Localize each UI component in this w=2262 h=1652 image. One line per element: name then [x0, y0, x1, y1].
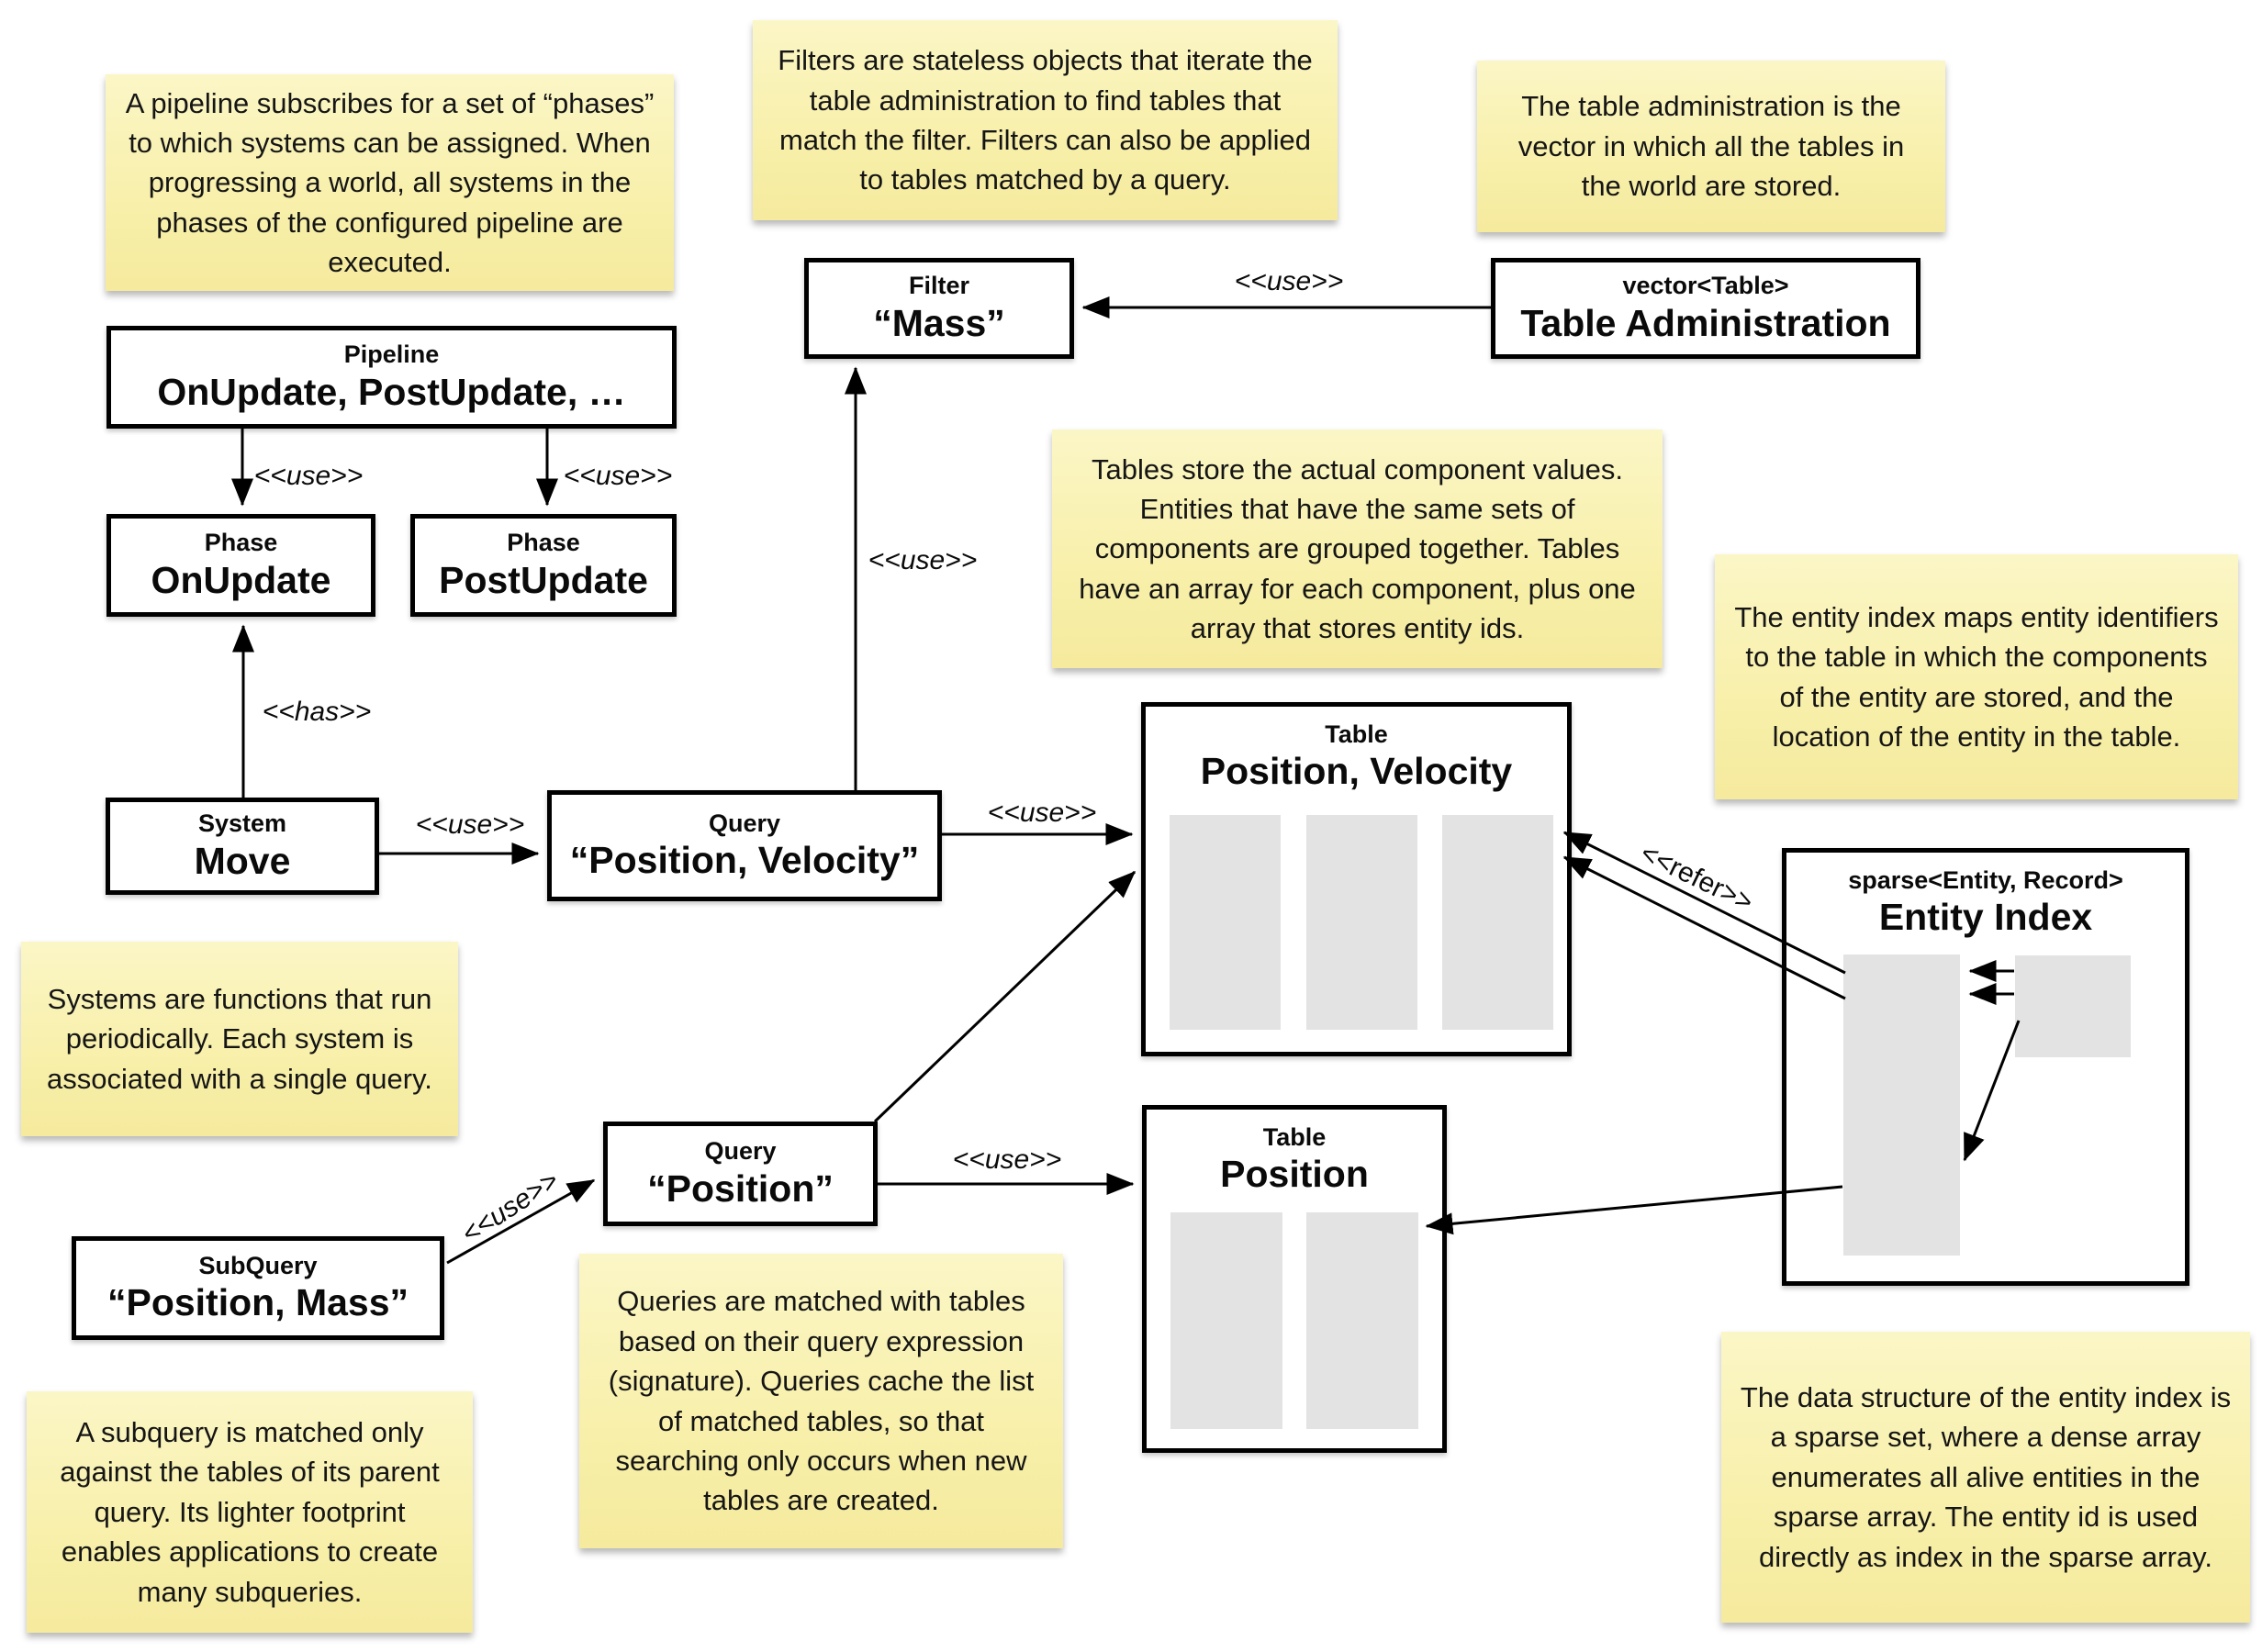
note-entity-index: The entity index maps entity identifiers to the table in which the components of the entity are stored, and the location of the entity in the table.	[1715, 554, 2238, 799]
edge-label-use: <<use>>	[868, 545, 978, 575]
box-system-move-stereotype: System	[197, 809, 287, 838]
note-table-administration: The table administration is the vector in which all the tables in the world are stored.	[1477, 61, 1945, 232]
box-query-position-name: “Position”	[647, 1166, 834, 1210]
edge-label-use: <<use>>	[987, 798, 1097, 828]
note-tables: Tables store the actual component values. Entities that have the same sets of components are grouped together. Tables have an array for each component, plus one array that stores entity ids.	[1052, 430, 1663, 668]
box-phase-postupdate-stereotype: Phase	[507, 529, 580, 557]
box-table-position	[1142, 1105, 1447, 1453]
edge-label-use: <<use>>	[952, 1144, 1062, 1175]
box-entity-index-name: Entity Index	[1878, 896, 2093, 939]
edge-label-has: <<has>>	[262, 697, 372, 727]
box-table-administration-name: Table Administration	[1520, 301, 1891, 344]
box-phase-postupdate-name: PostUpdate	[439, 558, 648, 601]
box-table-position-stereotype: Table	[1262, 1123, 1327, 1151]
box-pipeline	[106, 326, 677, 429]
component-array	[1442, 815, 1553, 1030]
component-array	[1306, 1212, 1418, 1429]
box-query-position-velocity	[547, 790, 942, 901]
box-subquery-position-mass	[72, 1236, 444, 1340]
box-entity-index	[1782, 848, 2189, 1286]
box-query-position	[603, 1122, 878, 1226]
box-phase-postupdate	[410, 514, 677, 617]
note-sparse-set: The data structure of the entity index is a sparse set, where a dense array enumerates all alive entities in the sparse array. The entity id is used directly as index in the sparse array.	[1721, 1332, 2250, 1623]
box-query-position-velocity-name: “Position, Velocity”	[569, 839, 920, 882]
component-array	[1170, 815, 1281, 1030]
box-query-position-velocity-stereotype: Query	[708, 809, 781, 837]
box-table-position-name: Position	[1220, 1153, 1369, 1196]
edge-label-use: <<use>>	[253, 461, 364, 491]
box-phase-onupdate-stereotype: Phase	[204, 529, 278, 557]
box-system-move-name: Move	[194, 839, 291, 882]
box-table-position-velocity	[1141, 702, 1572, 1056]
box-system-move	[106, 798, 379, 895]
box-filter-mass-stereotype: Filter	[908, 272, 969, 300]
note-systems: Systems are functions that run periodically. Each system is associated with a single query.	[21, 942, 458, 1136]
box-filter-mass-name: “Mass”	[873, 301, 1005, 344]
edge-label-use: <<use>>	[1234, 266, 1344, 296]
edge-label-use: <<use>>	[563, 461, 673, 491]
note-subquery: A subquery is matched only against the tables of its parent query. Its lighter footprint enables applications to create many subqueries.	[27, 1391, 473, 1633]
box-table-position-velocity-name: Position, Velocity	[1200, 750, 1513, 793]
note-filters: Filters are stateless objects that iterate the table administration to find tables that match the filter. Filters can also be applied to tables matched by a query.	[753, 20, 1338, 220]
edge-label-use: <<use>>	[456, 1165, 565, 1250]
box-filter-mass	[804, 258, 1074, 359]
box-phase-onupdate	[106, 514, 375, 617]
box-table-administration-stereotype: vector<Table>	[1622, 272, 1789, 300]
box-subquery-position-mass-name: “Position, Mass”	[106, 1281, 409, 1324]
edge-label-refer: <<refer>>	[1635, 837, 1758, 919]
arrow-queryp-tablepv	[875, 872, 1135, 1122]
box-phase-onupdate-name: OnUpdate	[151, 558, 331, 601]
note-pipeline: A pipeline subscribes for a set of “phases” to which systems can be assigned. When progressing a world, all systems in the phases of the configured pipeline are executed.	[106, 74, 674, 291]
component-array	[1170, 1212, 1282, 1429]
box-entity-index-stereotype: sparse<Entity, Record>	[1848, 866, 2123, 894]
box-subquery-position-mass-stereotype: SubQuery	[198, 1251, 318, 1279]
dense-array	[2015, 955, 2131, 1057]
arrow-entityindex-tablep	[1427, 1187, 1842, 1226]
edge-label-use: <<use>>	[415, 809, 525, 840]
box-table-position-velocity-stereotype: Table	[1325, 720, 1388, 748]
note-queries: Queries are matched with tables based on their query expression (signature). Queries cache the list of matched tables, so that searching only occurs when new tables are created.	[579, 1254, 1063, 1548]
component-array	[1306, 815, 1417, 1030]
box-table-administration	[1491, 258, 1920, 359]
box-query-position-stereotype: Query	[704, 1137, 777, 1166]
sparse-array	[1843, 954, 1960, 1256]
box-pipeline-name: OnUpdate, PostUpdate, …	[157, 370, 626, 413]
box-pipeline-stereotype: Pipeline	[343, 340, 440, 369]
